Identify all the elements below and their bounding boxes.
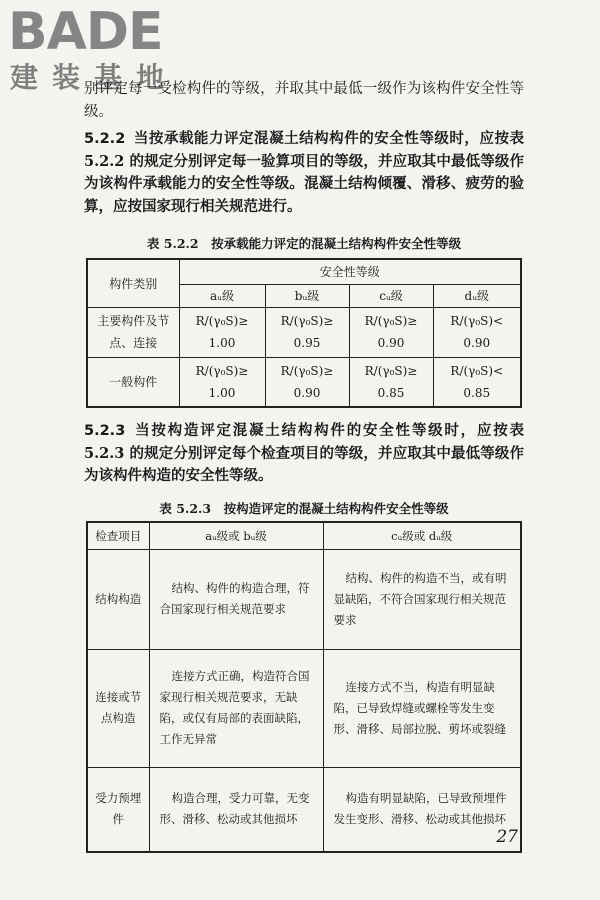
table-cell [179, 307, 265, 357]
header-grade-b: bᵤ级 [265, 284, 349, 307]
cell-expr: R/(γ₀S)≥ [195, 363, 249, 378]
cell-expr: R/(γ₀S)≥ [195, 314, 249, 328]
table-caption: 表 5.2.3 按构造评定的混凝土结构构件安全性等级 [159, 501, 449, 516]
cell-grade-cd [323, 649, 521, 767]
cell-text: 构造有明显缺陷，已导致预埋件发生变形、滑移、松动或其他损坏 [333, 791, 507, 827]
cell-value: 0.85 [377, 385, 405, 400]
cell-value: 1.00 [208, 385, 236, 400]
clause-text: 当按构造评定混凝土结构构件的安全性等级时，应按表 5.2.3 的规定分别评定每个检查项目的等级，并应取其中最低等级作为该构件构造的安全性等级。 [84, 422, 524, 484]
cell-text: 结构、构件的构造不当，或有明显缺陷，不符合国家现行相关规范要求 [333, 570, 507, 627]
cell-grade-ab [149, 767, 323, 852]
cell-value: 0.90 [377, 336, 405, 350]
table-row [87, 767, 521, 852]
row-category: 主要构件及节点、连接 [87, 307, 179, 357]
header-check-item: 检查项目 [87, 522, 149, 549]
cell-grade-ab [149, 649, 323, 767]
clause-number: 5.2.3 [84, 423, 126, 439]
cell-grade-ab [149, 549, 323, 649]
table-5-2-3 [86, 521, 522, 853]
row-item: 结构构造 [87, 549, 149, 649]
row-category: 一般构件 [87, 357, 179, 407]
cell-text: 连接方式正确，构造符合国家现行相关规范要求，无缺陷，或仅有局部的表面缺陷，工作无异常 [159, 669, 310, 746]
watermark-brand: BADE [8, 2, 163, 62]
watermark-subtitle: 建装基地 [10, 61, 179, 94]
cell-expr: R/(γ₀S)≥ [364, 314, 418, 328]
table-cell [349, 307, 433, 357]
header-grade-d: dᵤ级 [433, 284, 521, 307]
row-item: 连接或节点构造 [87, 649, 149, 767]
cell-expr: R/(γ₀S)≥ [280, 363, 334, 378]
header-grade-ab: aᵤ级或 bᵤ级 [149, 522, 323, 549]
cell-value: 0.95 [293, 336, 321, 350]
clause-5-2-2 [84, 128, 524, 218]
clause-number: 5.2.2 [84, 131, 126, 147]
table-row [87, 357, 521, 407]
cell-value: 1.00 [208, 336, 236, 350]
table-5-2-2 [86, 258, 522, 408]
paragraph-continuation [84, 78, 524, 123]
table-cell [349, 357, 433, 407]
header-grade-c: cᵤ级 [349, 284, 433, 307]
table-row [87, 549, 521, 649]
table-cell [433, 357, 521, 407]
cell-value: 0.85 [463, 385, 491, 400]
header-category: 构件类别 [87, 259, 179, 307]
paragraph-text: 别评定每一受检构件的等级，并取其中最低一级作为该构件安全性等级。 [84, 81, 524, 120]
page-number: 27 [496, 827, 518, 847]
cell-grade-cd [323, 767, 521, 852]
cell-expr: R/(γ₀S)≥ [364, 363, 418, 378]
clause-text: 当按承载能力评定混凝土结构构件的安全性等级时，应按表 5.2.2 的规定分别评定每一验算项目的等级，并应取其中最低等级作为该构件承载能力的安全性等级。混凝土结构倾覆、滑移、疲劳的验算，应按国家现行相关规范进行。 [84, 130, 524, 215]
cell-text: 连接方式不当，构造有明显缺陷，已导致焊缝或螺栓等发生变形、滑移、局部拉脱、剪坏或裂缝 [333, 679, 506, 736]
cell-expr: R/(γ₀S)< [450, 314, 504, 328]
header-safety-grade: 安全性等级 [179, 259, 521, 284]
cell-value: 0.90 [293, 385, 321, 400]
header-grade-cd: cᵤ级或 dᵤ级 [323, 522, 521, 549]
cell-expr: R/(γ₀S)≥ [280, 314, 334, 328]
cell-grade-cd [323, 549, 521, 649]
cell-text: 构造合理，受力可靠，无变形、滑移、松动或其他损坏 [159, 791, 310, 827]
table-caption: 表 5.2.2 按承载能力评定的混凝土结构构件安全性等级 [146, 236, 462, 251]
table-row [87, 649, 521, 767]
table-cell [265, 307, 349, 357]
header-grade-a: aᵤ级 [179, 284, 265, 307]
table-cell [265, 357, 349, 407]
row-item: 受力预埋件 [87, 767, 149, 852]
clause-5-2-3 [84, 420, 524, 488]
table-row [87, 307, 521, 357]
table-cell [179, 357, 265, 407]
cell-value: 0.90 [463, 336, 491, 350]
cell-text: 结构、构件的构造合理，符合国家现行相关规范要求 [159, 581, 310, 616]
cell-expr: R/(γ₀S)< [450, 363, 504, 378]
table-cell [433, 307, 521, 357]
